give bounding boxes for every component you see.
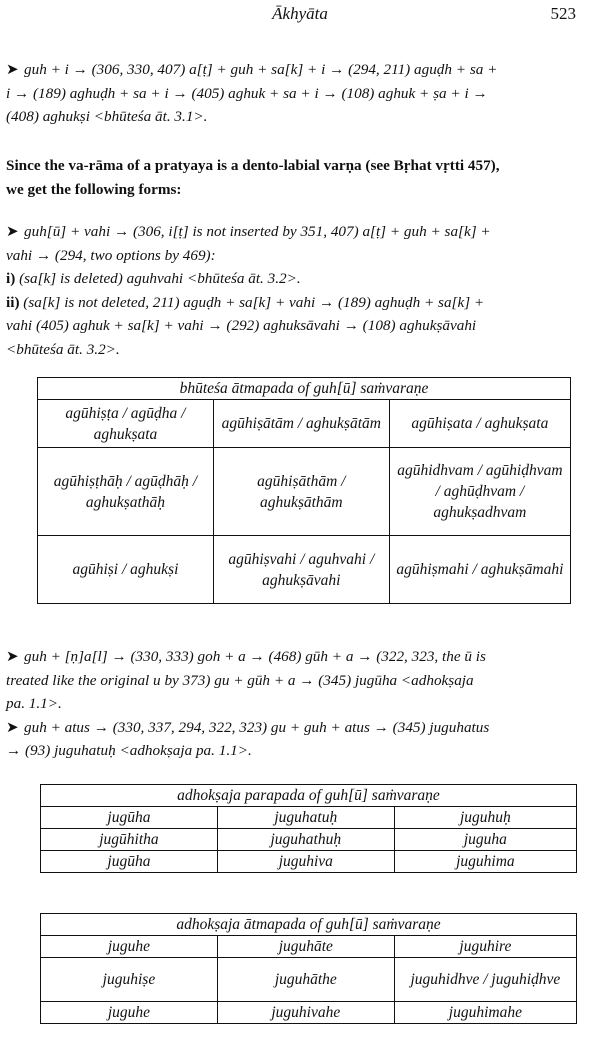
line: we get the following forms: [6,180,182,198]
table-cell: juguhiva [217,851,394,873]
table-cell: agūhiṣāthām / aghukṣāthām [213,448,389,536]
table-cell: juguhidhve / juguhiḍhve [394,958,576,1002]
bullet-arrow-icon: ➤ [6,223,19,240]
table-cell: juguhāthe [217,958,394,1002]
table-row [38,400,571,448]
line: <bhūteśa āt. 3.2>. [6,340,120,358]
line: treated like the original u by 373) gu + gūh + a → (345) jugūha <adhokṣaja [6,671,474,689]
table-cell: juguhivahe [217,1002,394,1024]
table-cell: agūhiṣi / aghukṣi [38,536,214,604]
line: i → (189) aghuḍh + sa + i → (405) aghuk + sa + i → (108) aghuk + ṣa + i → [6,84,488,102]
bullet-arrow-icon: ➤ [6,61,19,78]
table-cell: jugūhitha [41,829,218,851]
table-row [41,807,577,829]
line: → (93) juguhatuḥ <adhokṣaja pa. 1.1>. [6,742,252,759]
line: (408) aghukṣi <bhūteśa āt. 3.1>. [6,108,208,125]
table-cell: agūhiṣṭhāḥ / agūḍhāḥ / aghukṣathāḥ [38,448,214,536]
running-head: Ākhyāta [272,4,328,23]
page-number: 523 [550,4,576,23]
line: ➤ guh + atus → (330, 337, 294, 322, 323) gu + guh + atus → (345) juguhatus [6,716,592,740]
bhutesa-atmapada-table [37,377,571,604]
table-cell: jugūha [41,851,218,873]
table-row [41,851,577,873]
line: vahi → (294, two options by 469): [6,246,216,264]
table-cell: juguhima [394,851,576,873]
adhoksaja-atmapada-table [40,913,577,1024]
line: ➤ guh[ū] + vahi → (306, i[ṭ] is not inserted by 351, 407) a[ṭ] + guh + sa[k] + [6,220,592,244]
line: pa. 1.1>. [6,695,62,712]
bullet-arrow-icon: ➤ [6,648,19,665]
table-cell: juguhiṣe [41,958,218,1002]
table-cell: agūhiṣmahi / aghukṣāmahi [389,536,570,604]
line: Since the va-rāma of a pratyaya is a dento-labial varṇa (see Bṛhat vṛtti 457), [6,157,500,174]
line: i) (sa[k] is deleted) aguhvahi <bhūteśa āt. 3.2>. [6,270,301,287]
table-cell: juguhe [41,1002,218,1024]
derivation-paragraph-2 [6,220,592,361]
page-header [0,2,600,30]
table-cell: agūhiṣata / aghukṣata [389,400,570,448]
table-row [41,958,577,1002]
table-row [38,536,571,604]
adhoksaja-parapada-table [40,784,577,873]
table-row [38,448,571,536]
table-cell: agūhiṣvahi / aguhvahi / aghukṣāvahi [213,536,389,604]
table-cell: agūhidhvam / agūhiḍhvam / aghūḍhvam / aghukṣadhvam [389,448,570,536]
bullet-arrow-icon: ➤ [6,718,19,736]
table-cell: juguha [394,829,576,851]
table-row [41,1002,577,1024]
table-title: bhūteśa ātmapada of guh[ū] saṁvaraṇe [38,378,571,400]
table-cell: agūhiṣṭa / agūḍha / aghukṣata [38,400,214,448]
line: ➤ guh + i → (306, 330, 407) a[ṭ] + guh + sa[k] + i → (294, 211) aguḍh + sa + [6,58,592,82]
table-cell: juguhāte [217,936,394,958]
table-title: adhokṣaja parapada of guh[ū] saṁvaraṇe [41,785,577,807]
table-row [41,829,577,851]
line: ➤ guh + [ṇ]a[l] → (330, 333) goh + a → (468) gūh + a → (322, 323, the ū is [6,645,592,669]
table-cell: juguhe [41,936,218,958]
line: ii) (sa[k] is not deleted, 211) aguḍh + sa[k] + vahi → (189) aghuḍh + sa[k] + [6,293,485,311]
line: vahi (405) aghuk + sa[k] + vahi → (292) aghuksāvahi → (108) aghukṣāvahi [6,317,477,334]
table-cell: juguhire [394,936,576,958]
table-cell: juguhathuḥ [217,829,394,851]
table-title: adhokṣaja ātmapada of guh[ū] saṁvaraṇe [41,914,577,936]
bold-paragraph [6,154,592,201]
table-cell: juguhuḥ [394,807,576,829]
derivation-paragraph-1 [6,58,592,129]
table-cell: juguhimahe [394,1002,576,1024]
table-row [41,936,577,958]
derivation-paragraph-3 [6,645,592,763]
table-cell: jugūha [41,807,218,829]
table-cell: juguhatuḥ [217,807,394,829]
table-cell: agūhiṣātām / aghukṣātām [213,400,389,448]
